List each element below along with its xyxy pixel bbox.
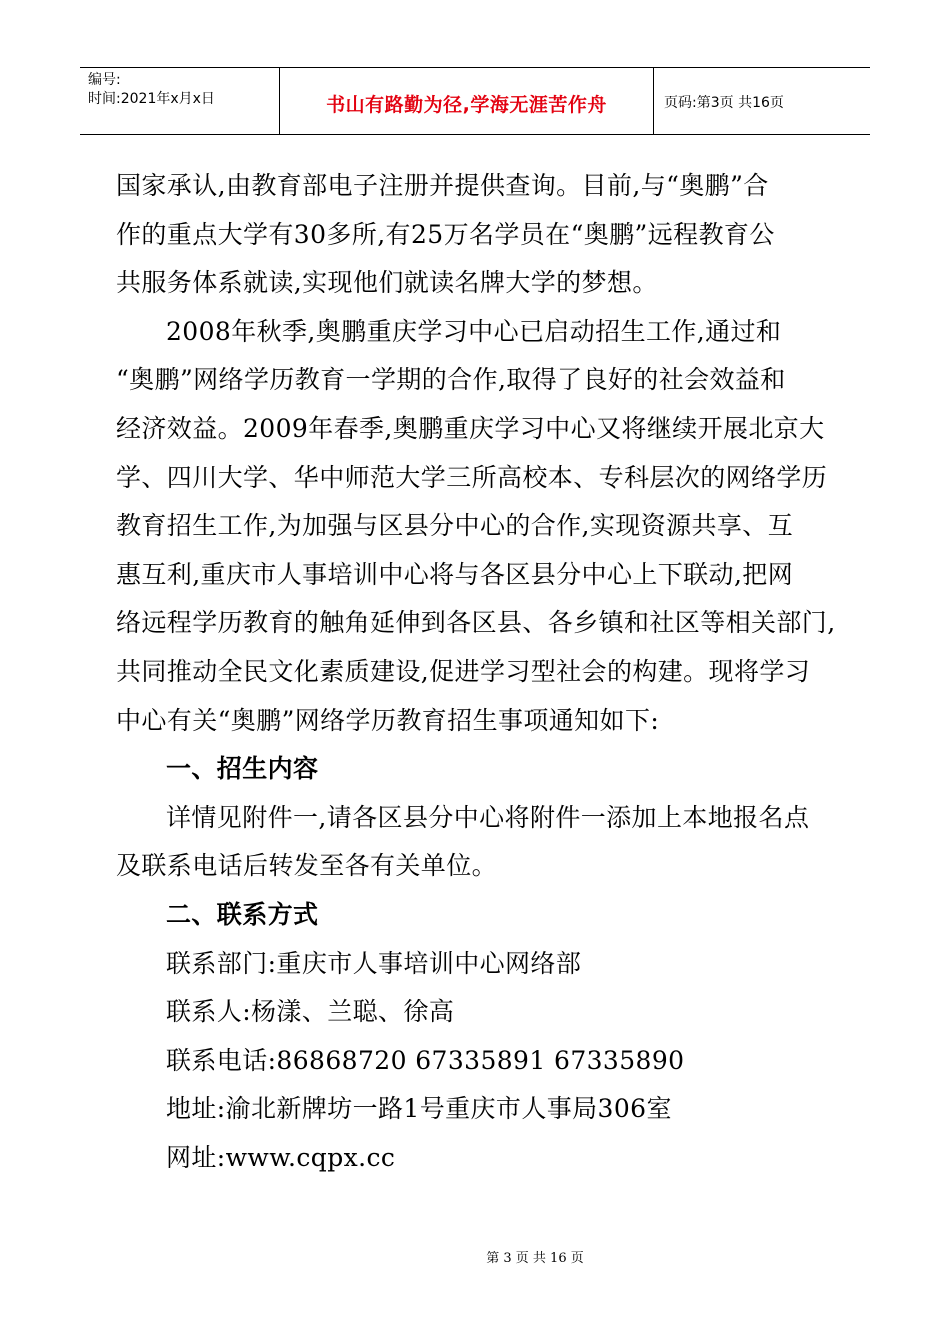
body-line: 教育招生工作,为加强与区县分中心的合作,实现资源共享、互 [116, 511, 794, 541]
page-footer: 第 3 页 共 16 页 [486, 1251, 584, 1266]
contact-address: 地址:渝北新牌坊一路1号重庆市人事局306室 [166, 1094, 672, 1124]
body-line: 共服务体系就读,实现他们就读名牌大学的梦想。 [116, 268, 658, 298]
section-heading-enrollment: 一、招生内容 [166, 754, 319, 784]
body-line: 中心有关“奥鹏”网络学历教育招生事项通知如下: [116, 705, 660, 735]
contact-website: 网址:www.cqpx.cc [166, 1142, 396, 1172]
document-time-label: 时间:2021年x月x日 [88, 91, 215, 107]
body-line: 惠互利,重庆市人事培训中心将与各区县分中心上下联动,把网 [116, 559, 794, 589]
body-line: 国家承认,由教育部电子注册并提供查询。目前,与“奥鹏”合 [116, 171, 769, 200]
body-line: 及联系电话后转发至各有关单位。 [116, 851, 498, 881]
header-meta [80, 68, 280, 134]
page-header [80, 67, 870, 135]
contact-phone: 联系电话:86868720 67335891 67335890 [166, 1045, 685, 1075]
body-line: 共同推动全民文化素质建设,促进学习型社会的构建。现将学习 [116, 656, 811, 686]
body-line: 2008年秋季,奥鹏重庆学习中心已启动招生工作,通过和 [166, 316, 782, 346]
body-line: 作的重点大学有30多所,有25万名学员在“奥鹏”远程教育公 [116, 219, 775, 249]
contact-person: 联系人:杨漾、兰聪、徐高 [166, 997, 455, 1027]
body-line: 学、四川大学、华中师范大学三所高校本、专科层次的网络学历 [116, 462, 828, 492]
contact-department: 联系部门:重庆市人事培训中心网络部 [166, 948, 582, 978]
header-page-info: 页码:第3页 共16页 [664, 95, 784, 111]
body-line: “奥鹏”网络学历教育一学期的合作,取得了良好的社会效益和 [116, 365, 786, 395]
body-line: 络远程学历教育的触角延伸到各区县、各乡镇和社区等相关部门, [116, 608, 836, 638]
document-body [116, 162, 836, 1182]
body-line: 经济效益。2009年春季,奥鹏重庆学习中心又将继续开展北京大 [116, 413, 825, 443]
section-heading-contact: 二、联系方式 [166, 899, 319, 929]
header-motto: 书山有路勤为径,学海无涯苦作舟 [280, 68, 654, 134]
body-line: 详情见附件一,请各区县分中心将附件一添加上本地报名点 [166, 802, 810, 832]
document-number-label: 编号: [88, 72, 121, 88]
